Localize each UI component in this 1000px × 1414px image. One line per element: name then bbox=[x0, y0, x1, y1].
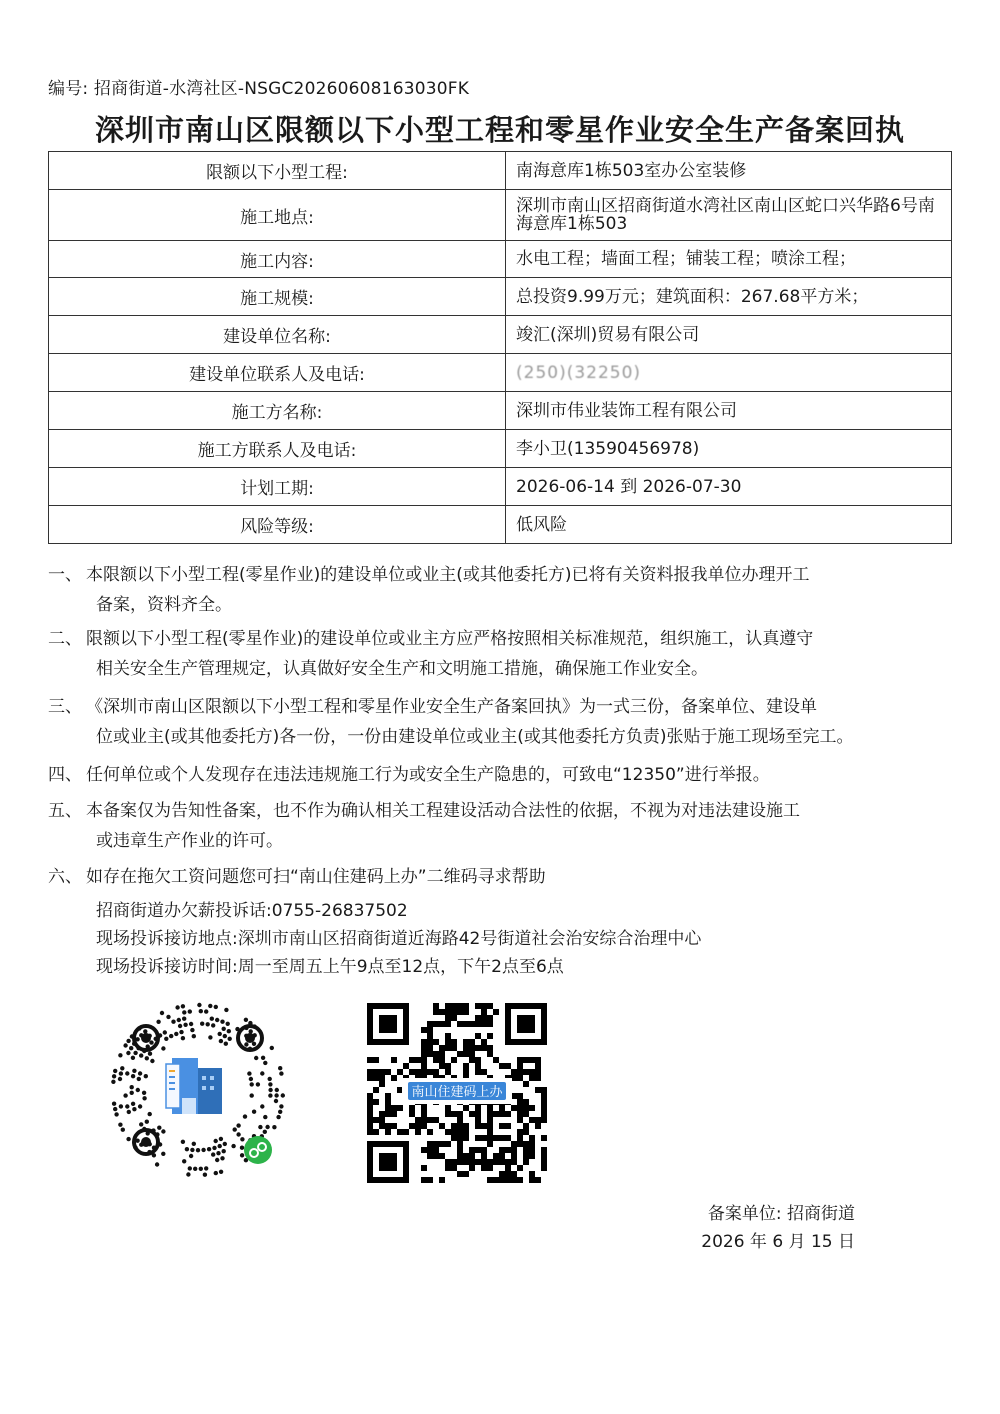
filing-signature bbox=[701, 1200, 855, 1256]
mini-program-qr-code[interactable] bbox=[106, 998, 290, 1182]
qr-finder-bottom-left bbox=[367, 1141, 409, 1183]
clause-number: 二、 bbox=[48, 629, 82, 649]
clause-text: 位或业主(或其他委托方)各一份，一份由建设单位或业主(或其他委托方负责)张贴于施工现场至完工。 bbox=[96, 727, 854, 747]
table-row bbox=[49, 430, 952, 468]
row-label: 限额以下小型工程: bbox=[49, 152, 506, 190]
qr-finder-top-left bbox=[367, 1003, 409, 1045]
clause-2 bbox=[48, 624, 968, 692]
clause-text: 本备案仅为告知性备案，也不作为确认相关工程建设活动合法性的依据，不视为对违法建设施工 bbox=[86, 801, 800, 821]
row-label: 施工规模: bbox=[49, 278, 506, 316]
clause-6 bbox=[48, 862, 968, 892]
clause-text: 或违章生产作业的许可。 bbox=[96, 831, 283, 851]
complaint-address: 现场投诉接访地点:深圳市南山区招商街道近海路42号街道社会治安综合治理中心 bbox=[96, 929, 702, 949]
filing-date: 2026 年 6 月 15 日 bbox=[701, 1232, 855, 1252]
clause-5 bbox=[48, 796, 968, 862]
clause-4 bbox=[48, 760, 968, 796]
clause-number: 一、 bbox=[48, 565, 82, 585]
clause-3 bbox=[48, 692, 968, 760]
clause-1 bbox=[48, 560, 968, 624]
row-value: 2026-06-14 到 2026-07-30 bbox=[506, 468, 952, 506]
qr-finder-top-right bbox=[505, 1003, 547, 1045]
clause-text: 限额以下小型工程(零星作业)的建设单位或业主方应严格按照相关标准规范，组织施工，认真遵守 bbox=[86, 629, 814, 649]
table-row bbox=[49, 316, 952, 354]
clause-text: 相关安全生产管理规定，认真做好安全生产和文明施工措施，确保施工作业安全。 bbox=[96, 659, 708, 679]
wechat-mini-program-icon bbox=[244, 1136, 272, 1164]
serial-number: 编号: 招商街道-水湾社区-NSGC20260608163030FK bbox=[48, 79, 470, 99]
row-value: 竣汇(深圳)贸易有限公司 bbox=[506, 316, 952, 354]
redacted-contact: (250)(32250) bbox=[506, 354, 952, 392]
row-label: 建设单位联系人及电话: bbox=[49, 354, 506, 392]
table-row bbox=[49, 241, 952, 278]
table-row bbox=[49, 152, 952, 190]
table-row bbox=[49, 278, 952, 316]
wage-complaint-info bbox=[96, 897, 701, 981]
row-label: 施工方联系人及电话: bbox=[49, 430, 506, 468]
filing-unit: 备案单位: 招商街道 bbox=[707, 1204, 855, 1224]
row-value: 南海意库1栋503室办公室装修 bbox=[506, 152, 952, 190]
table-row bbox=[49, 506, 952, 544]
row-value: 李小卫(13590456978) bbox=[506, 430, 952, 468]
row-label: 施工方名称: bbox=[49, 392, 506, 430]
clause-text: 任何单位或个人发现存在违法违规施工行为或安全生产隐患的，可致电“12350”进行举报。 bbox=[86, 765, 770, 785]
nanshan-zhujian-qr-code[interactable] bbox=[362, 998, 552, 1188]
table-row bbox=[49, 468, 952, 506]
complaint-phone: 招商街道办欠薪投诉话:0755-26837502 bbox=[96, 901, 408, 921]
row-value: 水电工程；墙面工程；铺装工程；喷涂工程； bbox=[506, 241, 952, 278]
clause-number: 三、 bbox=[48, 697, 82, 717]
complaint-hours: 现场投诉接访时间:周一至周五上午9点至12点，下午2点至6点 bbox=[96, 957, 564, 977]
table-row bbox=[49, 190, 952, 241]
clause-number: 五、 bbox=[48, 801, 82, 821]
clause-text: 本限额以下小型工程(零星作业)的建设单位或业主(或其他委托方)已将有关资料报我单位办理开工 bbox=[86, 565, 810, 585]
clause-text: 备案，资料齐全。 bbox=[96, 595, 232, 615]
table-row bbox=[49, 354, 952, 392]
table-row bbox=[49, 392, 952, 430]
row-label: 建设单位名称: bbox=[49, 316, 506, 354]
row-value: 总投资9.99万元；建筑面积：267.68平方米； bbox=[506, 278, 952, 316]
clause-text: 如存在拖欠工资问题您可扫“南山住建码上办”二维码寻求帮助 bbox=[86, 867, 546, 887]
row-label: 施工地点: bbox=[49, 190, 506, 241]
row-value: 深圳市南山区招商街道水湾社区南山区蛇口兴华路6号南海意库1栋503 bbox=[506, 190, 952, 241]
row-label: 计划工期: bbox=[49, 468, 506, 506]
filing-table bbox=[48, 151, 952, 544]
page-title: 深圳市南山区限额以下小型工程和零星作业安全生产备案回执 bbox=[94, 113, 905, 147]
clause-number: 四、 bbox=[48, 765, 82, 785]
clause-number: 六、 bbox=[48, 867, 82, 887]
row-label: 风险等级: bbox=[49, 506, 506, 544]
row-value: 深圳市伟业装饰工程有限公司 bbox=[506, 392, 952, 430]
row-value: 低风险 bbox=[506, 506, 952, 544]
qr-label-text: 南山住建码上办 bbox=[411, 1085, 503, 1100]
clauses bbox=[48, 560, 968, 892]
row-label: 施工内容: bbox=[49, 241, 506, 278]
clause-text: 《深圳市南山区限额以下小型工程和零星作业安全生产备案回执》为一式三份，备案单位、建设单 bbox=[86, 697, 817, 717]
